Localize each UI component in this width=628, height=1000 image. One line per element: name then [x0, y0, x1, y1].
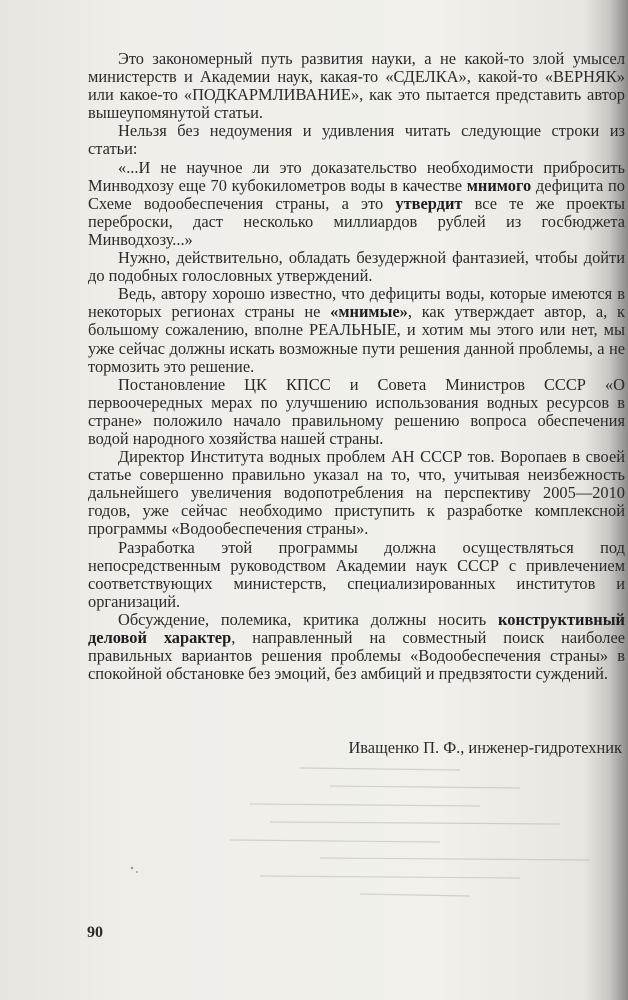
- bold-fragment: конструктивный деловой характер: [88, 609, 625, 647]
- paragraph-4: [88, 249, 625, 285]
- paragraph-7: [88, 448, 625, 538]
- text-fragment: Нужно, действительно, обладать безудержной фантазией, чтобы дойти до подобных голословных утверждений.: [88, 248, 625, 286]
- text-fragment: все те же проекты переброски, даст несколько миллиардов рублей из госбюджета Минводхозу...»: [88, 193, 625, 249]
- text-fragment: , как утверждает автор, а, к большому сожалению, вполне РЕАЛЬНЫЕ, и хотим мы этого или нет, мы уже сейчас должны искать возможные пути решения данной проблемы, а не тормозить это решение.: [88, 302, 626, 376]
- paragraph-5: [88, 285, 625, 375]
- paragraph-6: [88, 376, 625, 448]
- text-fragment: Разработка этой программы должна осуществляться под непосредственным руководством Академии наук СССР с привлечением соответствующих министерств, специализированных институтов и организаций.: [88, 537, 625, 611]
- page-number: 90: [87, 924, 103, 941]
- paragraph-2: [88, 122, 625, 158]
- bold-fragment: утвердит: [395, 193, 463, 213]
- text-fragment: Постановление ЦК КПСС и Совета Министров СССР «О первоочередных мерах по улучшению использования водных ресурсов в стране» положило начало правильному решению вопроса обеспечения водой народного хозяйства нашей страны.: [88, 374, 625, 448]
- bold-fragment: мнимого: [466, 175, 532, 195]
- author-signature: Иващенко П. Ф., инженер-гидротехник: [348, 738, 622, 757]
- paragraph-8: [88, 539, 625, 611]
- text-fragment: Обсуждение, полемика, критика должны носить: [118, 609, 499, 629]
- paragraph-3-quote: [88, 159, 625, 249]
- paragraph-9: [88, 611, 625, 683]
- text-fragment: «...И не научное ли это доказательство необходимости прибросить Минводхозу еще 70 кубокилометров воды в качестве: [88, 157, 625, 195]
- paragraph-1: [88, 50, 625, 122]
- text-fragment: , направленный на совместный поиск наиболее правильных вариантов решения проблемы «Водообеспечения страны» в спокойной обстановке без эмоций, без амбиций и предвзятости суждений.: [88, 628, 625, 684]
- text-fragment: Это закономерный путь развития науки, а не какой-то злой умысел министерств и Академии наук, какая-то «СДЕЛКА», какой-то «ВЕРНЯК» или какое-то «ПОДКАРМЛИВАНИЕ», как это пытается представить автор вышеупомянутой статьи.: [88, 49, 625, 123]
- bold-fragment: «мнимые»: [330, 302, 408, 322]
- text-fragment: дефицита по Схеме водообеспечения страны, а это: [88, 175, 625, 213]
- text-fragment: Директор Института водных проблем АН СССР тов. Воропаев в своей статье совершенно правильно указал на то, что, учитывая неизбежность дальнейшего увеличения водопотребления на перспективу 2005—2010 годов, уже сейчас необходимо приступить к разработке комплексной программы «Водообеспечения страны».: [88, 447, 625, 539]
- text-fragment: Ведь, автору хорошо известно, что дефициты воды, которые имеются в некоторых регионах страны не: [88, 284, 625, 322]
- body-text: [88, 50, 625, 683]
- text-fragment: Нельзя без недоумения и удивления читать следующие строки из статьи:: [88, 121, 625, 159]
